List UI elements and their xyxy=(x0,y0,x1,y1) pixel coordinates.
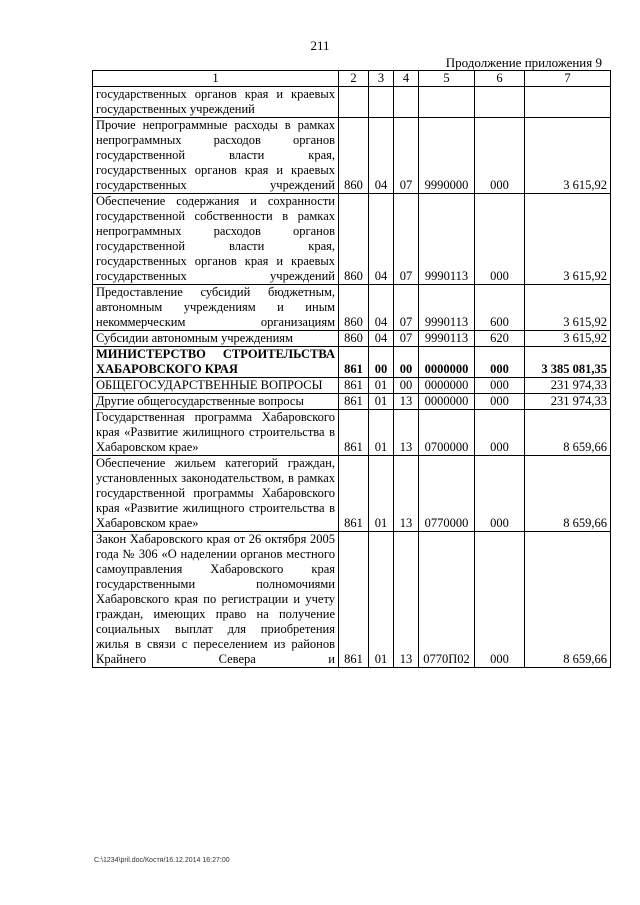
cell-subsection: 07 xyxy=(394,194,419,285)
cell-section: 01 xyxy=(369,378,394,394)
cell-target-item: 0000000 xyxy=(419,347,475,378)
cell-ministry-code xyxy=(339,87,369,118)
table-row xyxy=(93,456,611,532)
cell-section: 01 xyxy=(369,410,394,456)
cell-section: 01 xyxy=(369,532,394,668)
table-row xyxy=(93,194,611,285)
row-name: Другие общегосударственные вопросы xyxy=(93,394,339,410)
table-row xyxy=(93,394,611,410)
table-row xyxy=(93,87,611,118)
cell-subsection: 07 xyxy=(394,331,419,347)
table-row xyxy=(93,532,611,668)
cell-amount: 3 615,92 xyxy=(525,331,611,347)
column-header: 1 xyxy=(93,71,339,87)
cell-section: 04 xyxy=(369,285,394,331)
cell-amount: 3 615,92 xyxy=(525,285,611,331)
cell-section: 01 xyxy=(369,394,394,410)
cell-expense-type: 600 xyxy=(475,285,525,331)
column-header: 4 xyxy=(394,71,419,87)
cell-subsection: 13 xyxy=(394,532,419,668)
cell-subsection: 13 xyxy=(394,394,419,410)
table-row xyxy=(93,347,611,378)
cell-target-item: 0700000 xyxy=(419,410,475,456)
cell-target-item: 0000000 xyxy=(419,378,475,394)
row-name: Закон Хабаровского края от 26 октября 2005 года № 306 «О наделении органов местного самоуправления Хабаровского края государственными полномочиями Хабаровского края по регистрации и учету граждан, имеющих право на получение социальных выплат для приобретения жилья в связи с переселением из районов Крайнего Севера и xyxy=(93,532,339,668)
cell-expense-type: 000 xyxy=(475,378,525,394)
cell-target-item: 0000000 xyxy=(419,394,475,410)
cell-ministry-code: 861 xyxy=(339,394,369,410)
cell-ministry-code: 860 xyxy=(339,285,369,331)
row-name: Обеспечение жильем категорий граждан, установленных законодательством, в рамках государственной программы Хабаровского края «Развитие жилищного строительства в Хабаровском крае» xyxy=(93,456,339,532)
cell-expense-type xyxy=(475,87,525,118)
cell-section: 01 xyxy=(369,456,394,532)
column-header-row xyxy=(93,71,611,87)
cell-expense-type: 000 xyxy=(475,456,525,532)
table-row xyxy=(93,285,611,331)
cell-target-item xyxy=(419,87,475,118)
cell-ministry-code: 861 xyxy=(339,532,369,668)
cell-subsection: 13 xyxy=(394,410,419,456)
column-header: 3 xyxy=(369,71,394,87)
column-header: 6 xyxy=(475,71,525,87)
cell-amount: 3 615,92 xyxy=(525,118,611,194)
cell-ministry-code: 860 xyxy=(339,331,369,347)
cell-amount: 3 385 081,35 xyxy=(525,347,611,378)
table-row xyxy=(93,378,611,394)
cell-expense-type: 000 xyxy=(475,194,525,285)
row-name: государственных органов края и краевых государственных учреждений xyxy=(93,87,339,118)
column-header: 7 xyxy=(525,71,611,87)
cell-amount xyxy=(525,87,611,118)
cell-expense-type: 000 xyxy=(475,410,525,456)
cell-amount: 8 659,66 xyxy=(525,532,611,668)
cell-target-item: 0770П02 xyxy=(419,532,475,668)
table-row xyxy=(93,410,611,456)
cell-target-item: 9990000 xyxy=(419,118,475,194)
cell-section xyxy=(369,87,394,118)
column-header: 2 xyxy=(339,71,369,87)
cell-ministry-code: 861 xyxy=(339,410,369,456)
budget-table xyxy=(92,70,611,668)
cell-target-item: 9990113 xyxy=(419,285,475,331)
cell-ministry-code: 861 xyxy=(339,347,369,378)
cell-ministry-code: 861 xyxy=(339,456,369,532)
row-name: Обеспечение содержания и сохранности государственной собственности в рамках непрограммных расходов органов государственной власти края, государственных органов края и краевых государственных учреждений xyxy=(93,194,339,285)
column-header: 5 xyxy=(419,71,475,87)
cell-amount: 231 974,33 xyxy=(525,378,611,394)
cell-subsection: 07 xyxy=(394,285,419,331)
row-name: ОБЩЕГОСУДАРСТВЕННЫЕ ВОПРОСЫ xyxy=(93,378,339,394)
continuation-label: Продолжение приложения 9 xyxy=(445,55,602,70)
cell-section: 00 xyxy=(369,347,394,378)
document-path-footer: C:\1234\pril.doc/Костя/16.12.2014 16:27:00 xyxy=(94,857,230,864)
cell-amount: 8 659,66 xyxy=(525,410,611,456)
cell-section: 04 xyxy=(369,118,394,194)
cell-ministry-code: 861 xyxy=(339,378,369,394)
cell-target-item: 9990113 xyxy=(419,331,475,347)
row-name: Государственная программа Хабаровского края «Развитие жилищного строительства в Хабаровском крае» xyxy=(93,410,339,456)
cell-amount: 3 615,92 xyxy=(525,194,611,285)
cell-expense-type: 620 xyxy=(475,331,525,347)
cell-expense-type: 000 xyxy=(475,394,525,410)
table-row xyxy=(93,331,611,347)
cell-subsection xyxy=(394,87,419,118)
cell-subsection: 13 xyxy=(394,456,419,532)
page-number: 211 xyxy=(310,38,330,53)
cell-section: 04 xyxy=(369,331,394,347)
cell-amount: 231 974,33 xyxy=(525,394,611,410)
table-row xyxy=(93,118,611,194)
cell-expense-type: 000 xyxy=(475,118,525,194)
cell-subsection: 00 xyxy=(394,347,419,378)
row-name: МИНИСТЕРСТВО СТРОИТЕЛЬСТВА ХАБАРОВСКОГО КРАЯ xyxy=(93,347,339,378)
cell-subsection: 07 xyxy=(394,118,419,194)
cell-expense-type: 000 xyxy=(475,532,525,668)
cell-target-item: 0770000 xyxy=(419,456,475,532)
cell-subsection: 00 xyxy=(394,378,419,394)
row-name: Прочие непрограммные расходы в рамках непрограммных расходов органов государственной власти края, государственных органов края и краевых государственных учреждений xyxy=(93,118,339,194)
cell-target-item: 9990113 xyxy=(419,194,475,285)
cell-section: 04 xyxy=(369,194,394,285)
cell-expense-type: 000 xyxy=(475,347,525,378)
cell-ministry-code: 860 xyxy=(339,194,369,285)
cell-ministry-code: 860 xyxy=(339,118,369,194)
cell-amount: 8 659,66 xyxy=(525,456,611,532)
row-name: Субсидии автономным учреждениям xyxy=(93,331,339,347)
row-name: Предоставление субсидий бюджетным, автономным учреждениям и иным некоммерческим организациям xyxy=(93,285,339,331)
